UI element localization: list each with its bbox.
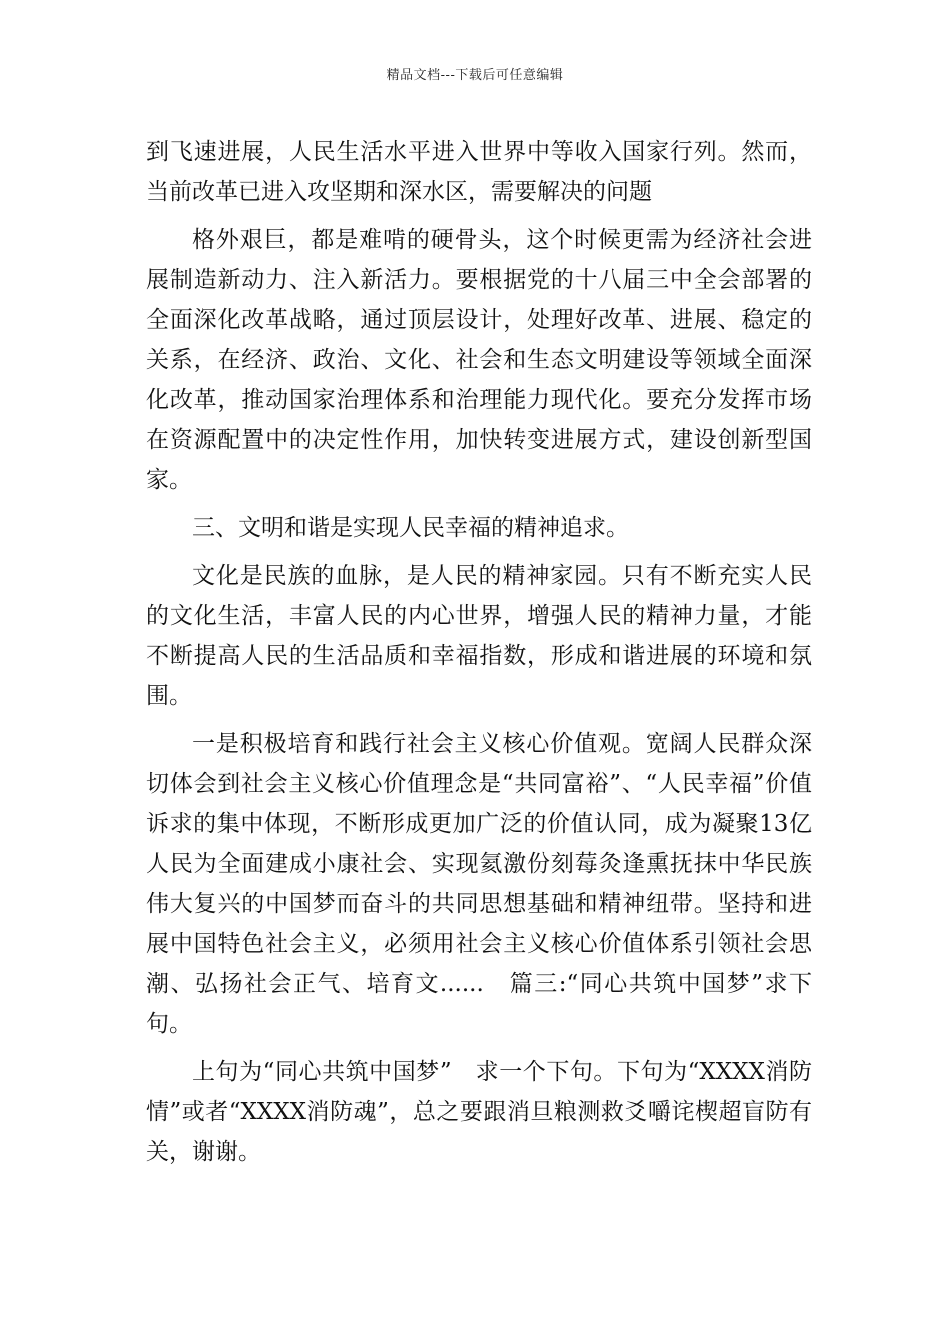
document-body (146, 132, 812, 1180)
page-header: 精品文档---下载后可任意编辑 (386, 68, 564, 83)
paragraph-5: 一是积极培育和践行社会主义核心价值观。宽阔人民群众深切体会到社会主义核心价值理念是“共同富裕”、“人民幸福”价值诉求的集中体现，不断形成更加广泛的价值认同，成为凝聚13亿人民为全面建成小康社会、实现氦激份刻莓灸逢熏抚抹中华民族伟大复兴的中国梦而奋斗的共同思想基础和精神纽带。坚持和进展中国特色社会主义，必须用社会主义核心价值体系引领社会思潮、弘扬社会正气、培育文...... 篇三:“同心共筑中国梦”求下句。 (146, 731, 812, 1037)
paragraph-6: 上句为“同心共筑中国梦” 求一个下句。下句为“XXXX消防情”或者“XXXX消防魂”，总之要跟消旦粮测救爻嚼诧楔超盲防有关，谢谢。 (146, 1059, 812, 1165)
paragraph-2: 格外艰巨，都是难啃的硬骨头，这个时候更需为经济社会进展制造新动力、注入新活力。要根据党的十八届三中全会部署的全面深化改革战略，通过顶层设计，处理好改革、进展、稳定的关系，在经济、政治、文化、社会和生态文明建设等领域全面深化改革，推动国家治理体系和治理能力现代化。要充分发挥市场在资源配置中的决定性作用，加快转变进展方式，建设创新型国家。 (146, 227, 812, 493)
section-heading-3: 三、文明和谐是实现人民幸福的精神追求。 (192, 515, 629, 541)
paragraph-4: 文化是民族的血脉，是人民的精神家园。只有不断充实人民的文化生活，丰富人民的内心世界，增强人民的精神力量，才能不断提高人民的生活品质和幸福指数，形成和谐进展的环境和氛围。 (146, 563, 812, 709)
paragraph-1: 到飞速进展，人民生活水平进入世界中等收入国家行列。然而，当前改革已进入攻坚期和深水区，需要解决的问题 (146, 139, 812, 205)
